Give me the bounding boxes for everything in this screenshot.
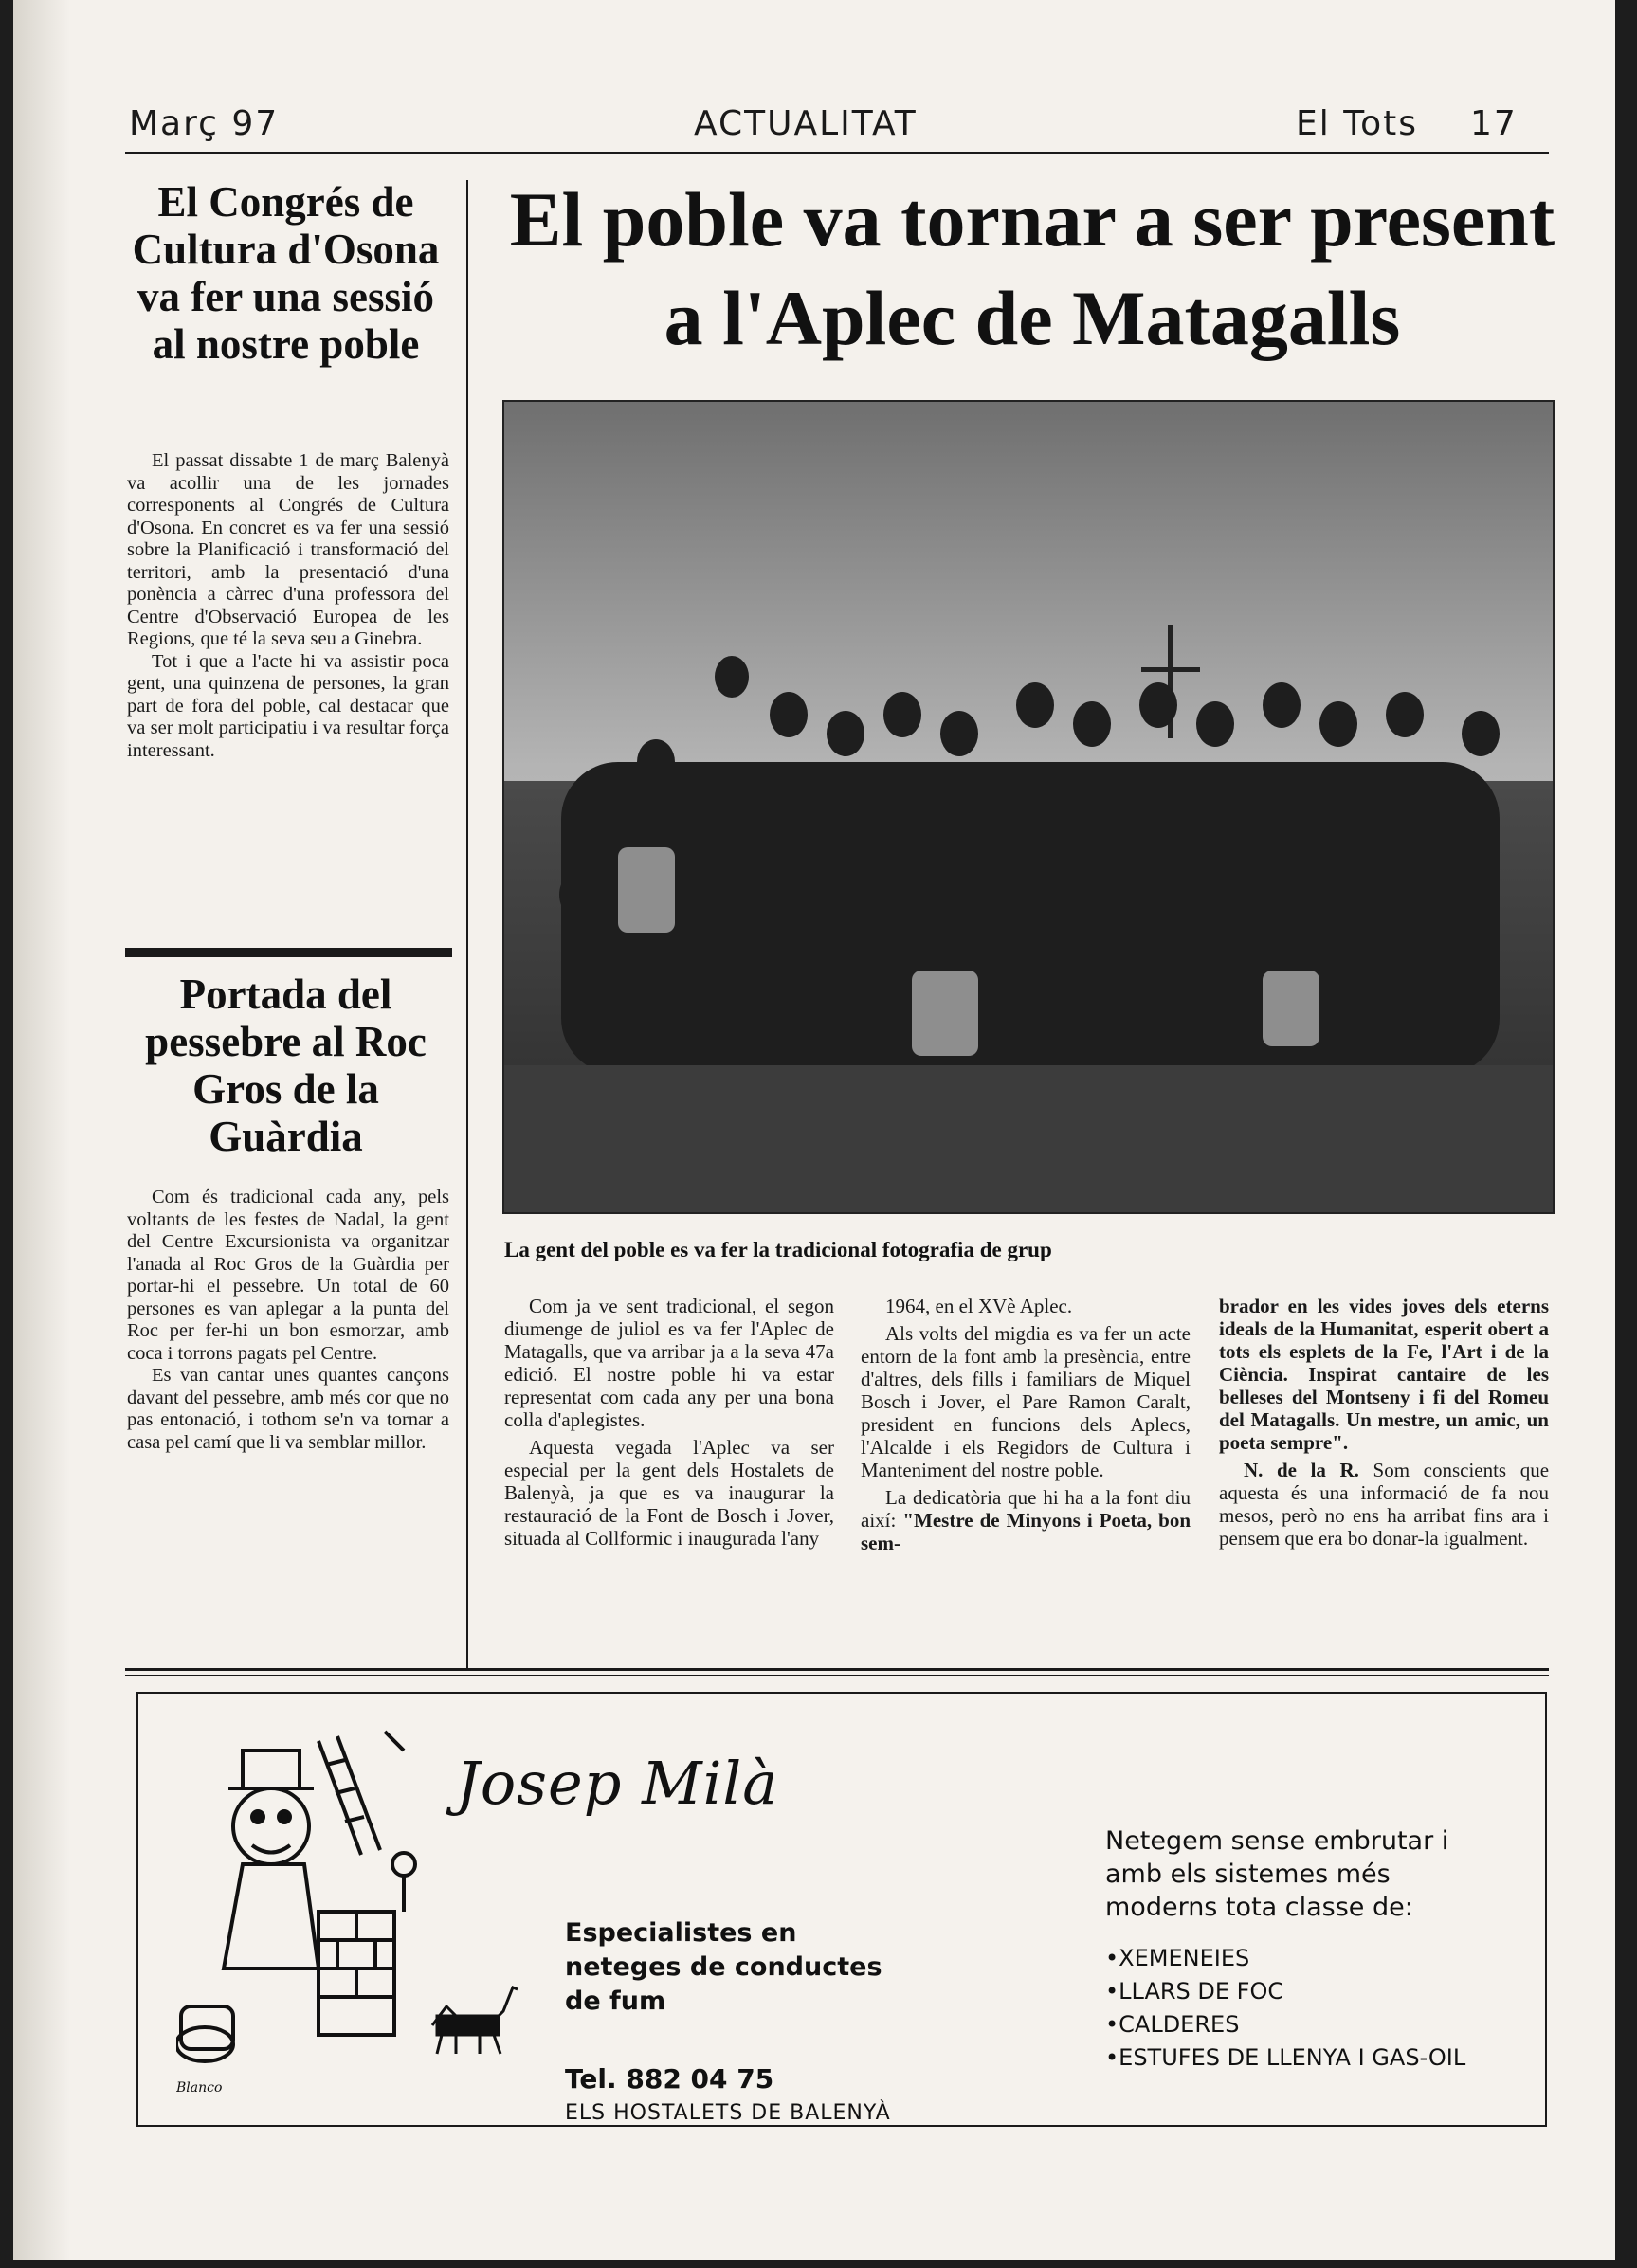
editor-note: Som conscients que aquesta és una informació de fa nou mesos, però no ens ha arribat fins ara i pensem que era bo donar-la igualment. <box>1219 1459 1550 1550</box>
article-title-congres: El Congrés de Cultura d'Osona va fer una sessió al nostre poble <box>132 178 440 368</box>
section-name: ACTUALITAT <box>694 104 918 143</box>
article-body-pessebre <box>127 1187 449 1454</box>
dedication-intro: La dedicatòria que hi ha a la font diu així: <box>861 1486 1191 1532</box>
article-title-pessebre: Portada del pessebre al Roc Gros de la Guàrdia <box>145 971 427 1160</box>
group-photo-image <box>504 402 1553 1212</box>
svg-text:Blanco: Blanco <box>176 2080 223 2096</box>
article-separator <box>125 948 452 957</box>
ad-rule-thin <box>125 1675 1549 1676</box>
main-article-column-2 <box>861 1295 1191 1559</box>
article-body-congres <box>127 450 449 762</box>
paragraph: El passat dissabte 1 de març Balenyà va acollir una de les jornades corresponents al Congrés de Cultura d'Osona. En concret es va fer una sessió sobre la Planificació i transformació del territori, amb la presentació d'una ponència a càrrec d'una professora del Centre d'Observació Europea de les Regions, que té la seva seu a Ginebra. <box>127 450 449 649</box>
photo-caption: La gent del poble es va fer la tradicional fotografia de grup <box>504 1238 1052 1261</box>
page-number: 17 <box>1470 104 1518 143</box>
editor-note-lead: N. de la R. <box>1244 1459 1359 1481</box>
list-item: • ESTUFES DE LLENYA I GAS-OIL <box>1105 2041 1465 2075</box>
dedication-quote-start: "Mestre de Minyons i Poeta, bon sem- <box>861 1509 1191 1554</box>
paragraph <box>1219 1295 1549 1454</box>
ad-services-list <box>1105 1942 1465 2075</box>
ad-business-name: Josep Milà <box>456 1749 779 1818</box>
paragraph: Aquesta vegada l'Aplec va ser especial per la gent dels Hostalets de Balenyà, ja que es va inaugurar la restauració de la Font de Bosch i Jover, situada al Collformic i inaugurada l'any <box>504 1436 834 1550</box>
header-rule <box>125 152 1549 154</box>
main-headline: El poble va tornar a ser present a l'Aplec de Matagalls <box>509 176 1555 361</box>
paragraph: Als volts del migdia es va fer un acte entorn de la font amb la presència, entre d'altres, dels fills i familiars de Miquel Bosch i Jover, el Pare Ramon Caralt, president en funcions dels Aplecs, l'Alcalde i els Regidors de Cultura i Manteniment del nostre poble. <box>861 1322 1191 1481</box>
paragraph <box>861 1486 1191 1554</box>
publication-name: El Tots <box>1296 104 1418 143</box>
ad-phone: Tel. 882 04 75 <box>565 2063 774 2095</box>
paragraph <box>1219 1459 1549 1550</box>
cat-illustration <box>423 1978 527 2063</box>
list-item: • LLARS DE FOC <box>1105 1975 1465 2008</box>
main-article-column-1 <box>504 1295 834 1554</box>
paragraph: Tot i que a l'acte hi va assistir poca gent, una quinzena de persones, la gran part de fora del poble, cal destacar que va ser molt participatiu i va resultar força interessant. <box>127 650 449 761</box>
main-article-column-3 <box>1219 1295 1549 1554</box>
column-divider <box>466 180 468 1668</box>
chimney-sweep-ad <box>136 1692 1547 2127</box>
list-item: • XEMENEIES <box>1105 1942 1465 1975</box>
list-item: • CALDERES <box>1105 2008 1465 2041</box>
group-photo <box>502 400 1555 1214</box>
magazine-page <box>13 0 1615 2260</box>
chimney-sweep-illustration <box>176 1722 461 2101</box>
issue-date: Març 97 <box>129 104 280 143</box>
page-fold-shadow <box>13 0 70 2260</box>
paragraph: Es van cantar unes quantes cançons davant del pessebre, amb més cor que no pas entonació, i tothom se'n va tornar a casa pel camí que li va semblar millor. <box>127 1365 449 1453</box>
dedication-quote-end: brador en les vides joves dels eterns ideals de la Humanitat, esperit obert a tots els esplets de la Fe, l'Art i de la Ciència. Inspirat cantaire de les belleses del Montseny i fi del Romeu del Matagalls. Un mestre, un amic, un poeta sempre". <box>1219 1295 1549 1454</box>
ad-specialty: Especialistes en neteges de conductes de fum <box>565 1918 882 2016</box>
ad-rule-top <box>125 1668 1549 1671</box>
ad-location: ELS HOSTALETS DE BALENYÀ <box>565 2101 891 2125</box>
paragraph: Com és tradicional cada any, pels voltants de les festes de Nadal, la gent del Centre Excursionista va organitzar l'anada al Roc Gros de la Guàrdia per portar-hi el pessebre. Un total de 60 persones es van aplegar a la punta del Roc per fer-hi un bon esmorzar, amb coca i torrons pagats pel Centre. <box>127 1187 449 1364</box>
ad-intro-text: Netegem sense embrutar i amb els sistemes més moderns tota classe de: <box>1105 1826 1449 1922</box>
paragraph: Com ja ve sent tradicional, el segon diumenge de juliol es va fer l'Aplec de Matagalls, que va arribar ja a la seva 47a edició. El nostre poble hi va estar representat com cada any per una bona colla d'aplegistes. <box>504 1295 834 1431</box>
paragraph: 1964, en el XVè Aplec. <box>885 1295 1073 1317</box>
